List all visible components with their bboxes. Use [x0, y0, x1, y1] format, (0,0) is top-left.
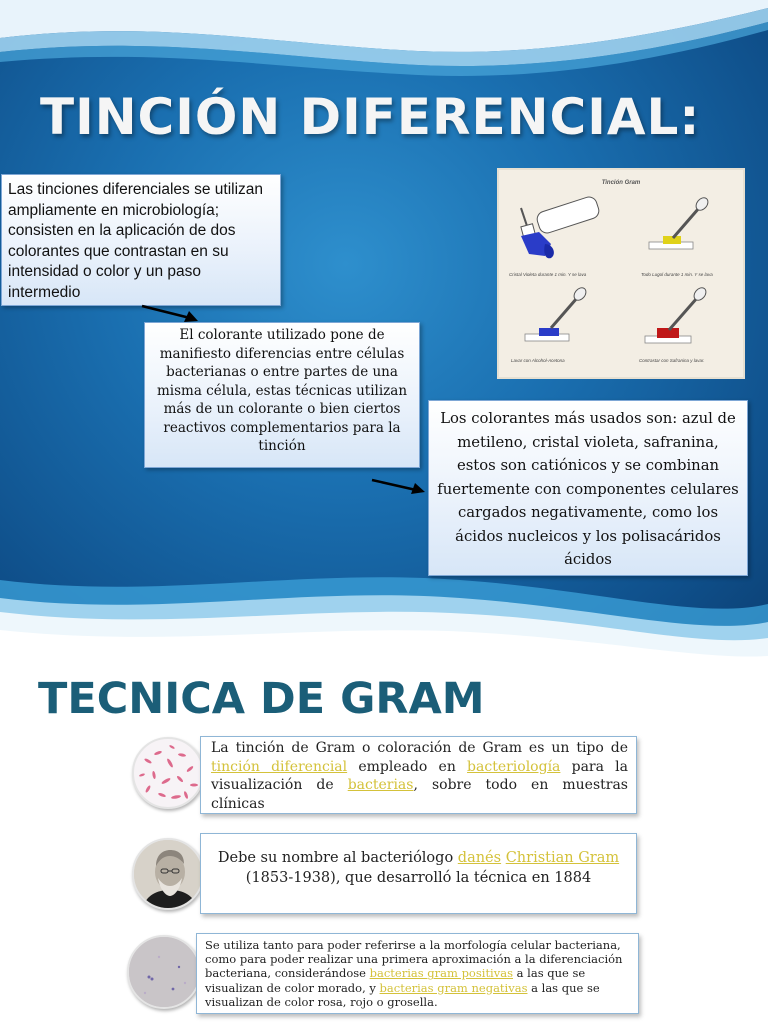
link-bacterias-gram-positivas[interactable]: bacterias gram positivas	[369, 966, 513, 981]
text: a las que se visualizan de color morado, y	[205, 966, 586, 995]
text: La tinción de Gram o coloración de Gram es un tipo de	[211, 740, 628, 756]
link-bacterias-gram-negativas[interactable]: bacterias gram negativas	[379, 980, 528, 995]
text-box-definition: Las tinciones diferenciales se utilizan ampliamente en microbiología; consisten en la aplicación de dos colorantes que contrastan en su intensidad o color y un paso intermedio	[1, 174, 281, 306]
text-box-definicion-gram	[200, 736, 637, 814]
link-tincion-diferencial[interactable]: tinción diferencial	[211, 758, 348, 775]
text-box-colorantes-usados: Los colorantes más usados son: azul de metileno, cristal violeta, safranina, estos son catiónicos y se combinan fuertemente con componentes celulares cargados negativamente, como los ácidos nucleicos y los polisacáridos ácidos	[428, 400, 748, 576]
text-box-christian-gram	[200, 833, 637, 914]
link-bacteriologia[interactable]: bacteriología	[467, 758, 561, 775]
gram-microscopy-image	[127, 935, 201, 1009]
text: a las que se visualizan de color rosa, rojo o grosella.	[205, 980, 600, 1009]
arrow-icon	[140, 302, 202, 326]
link-bacterias[interactable]: bacterias	[347, 777, 414, 793]
text: empleado en	[347, 758, 468, 775]
text-box-uso-gram	[196, 933, 639, 1014]
illustration-caption: Cristal Violeta durante 1 min. Y se lava	[509, 272, 587, 277]
illustration-title: Tinción Gram	[601, 180, 641, 186]
link-danes[interactable]: danés	[457, 850, 502, 866]
text: Debe su nombre al bacteriólogo	[217, 850, 458, 866]
text: , sobre todo en muestras clínicas	[211, 777, 628, 812]
slide-title: TINCIÓN DIFERENCIAL:	[40, 88, 701, 146]
illustration-caption: Todo Lugol durante 1 min. Y se lava	[641, 272, 713, 277]
top-wave-decoration	[0, 0, 768, 90]
text: para la visualización de	[211, 758, 628, 793]
text-box-colorante: El colorante utilizado pone de manifiesto diferencias entre células bacterianas o entre partes de una misma célula, estas técnicas utilizan más de un colorante o bien ciertos reactivos complementarios para la tinción	[144, 322, 420, 468]
arrow-icon	[368, 474, 428, 498]
text: (1853-1938), que desarrolló la técnica en 1884	[245, 870, 592, 886]
bacteria-microscopy-image	[132, 737, 204, 809]
gram-stain-illustration	[497, 168, 745, 379]
slide-tecnica-de-gram	[0, 660, 768, 1024]
link-christian-gram[interactable]: Christian Gram	[505, 850, 620, 866]
slide-title: TECNICA DE GRAM	[38, 674, 485, 724]
illustration-caption: Contrastar con Safranina y lavar.	[639, 358, 705, 363]
christian-gram-portrait	[132, 838, 204, 910]
illustration-caption: Lavar con Alcohol-Acetona	[511, 358, 565, 363]
text: Se utiliza tanto para poder referirse a la morfología celular bacteriana, como para poder realizar una primera aproximación a la diferenciación bacteriana, considerándose	[205, 938, 623, 981]
